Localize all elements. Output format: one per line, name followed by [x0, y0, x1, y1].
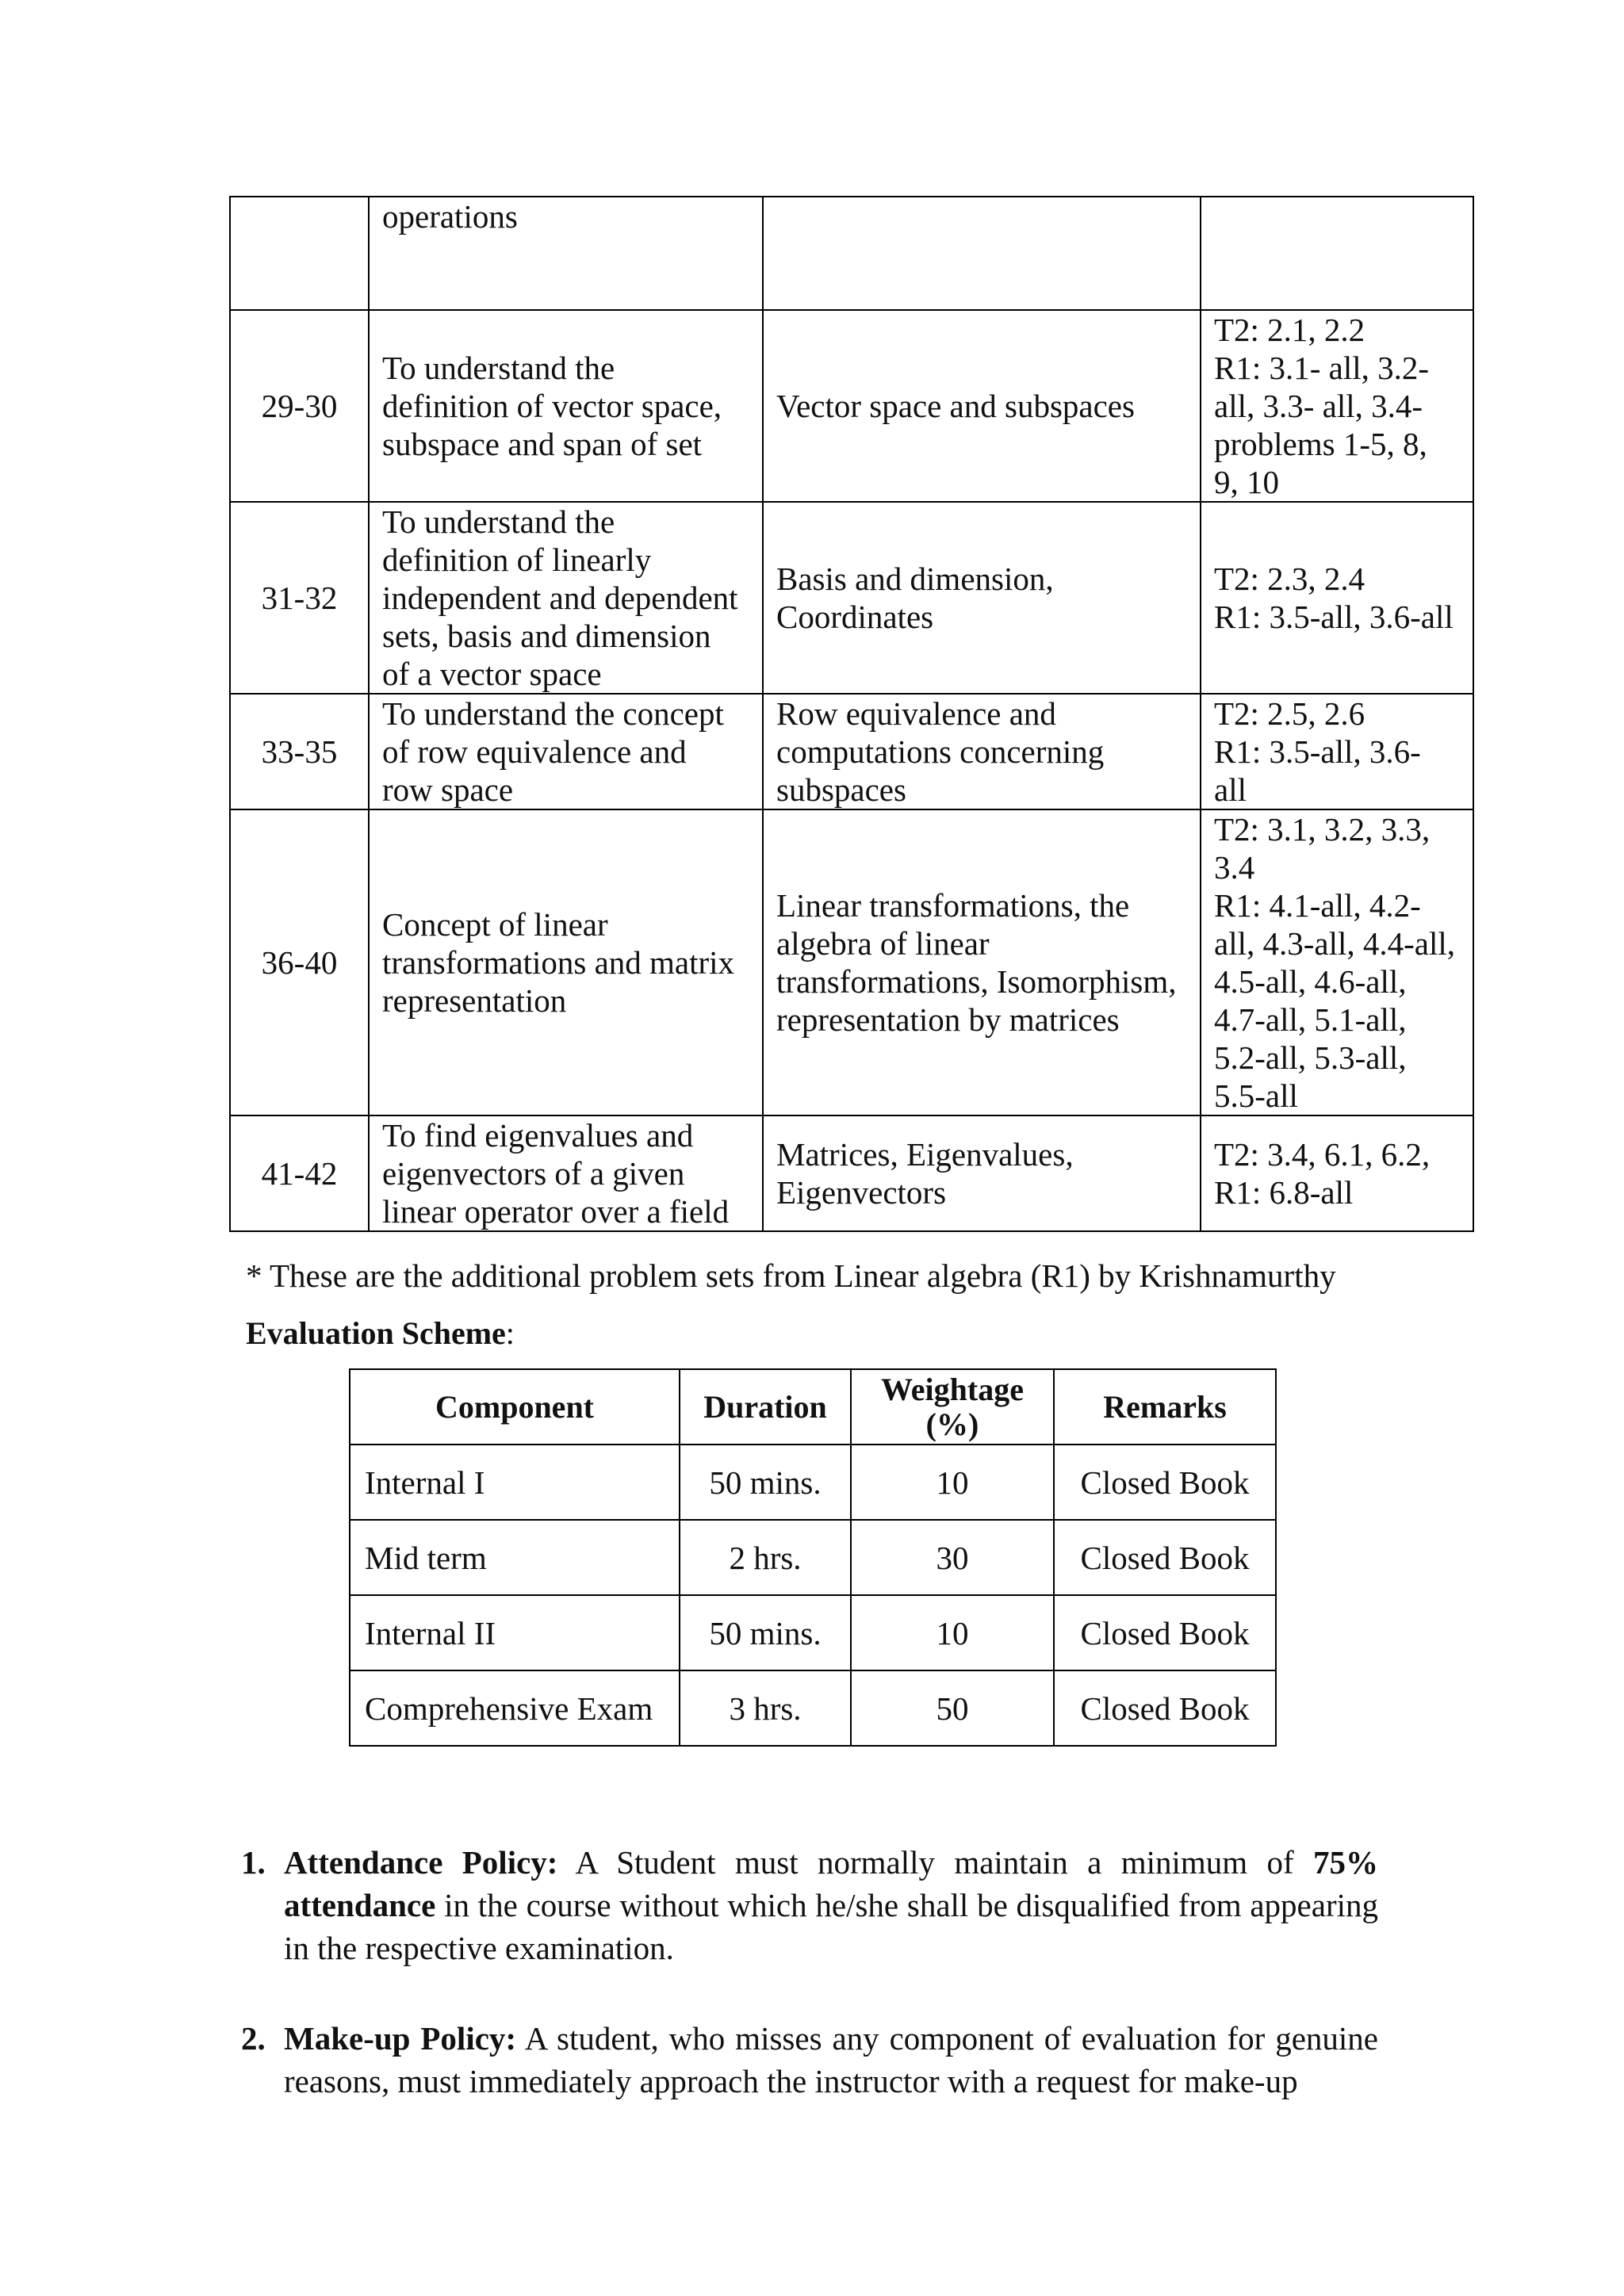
cell-topic-line: Coordinates	[776, 599, 934, 635]
cell-reference	[1201, 197, 1473, 310]
cell-reference-line: all	[1214, 771, 1247, 808]
cell-reference-line: 4.5-all, 4.6-all,	[1214, 963, 1407, 1000]
cell-reference	[1201, 694, 1473, 809]
cell-reference-line: T2: 2.1, 2.2	[1214, 312, 1365, 348]
cell-reference-line: problems 1-5, 8,	[1214, 426, 1427, 462]
cell-reference-line: T2: 2.3, 2.4	[1214, 561, 1365, 597]
cell-lectures: 31-32	[230, 502, 369, 694]
cell-objective-line: row space	[382, 771, 514, 808]
evaluation-row	[350, 1595, 1276, 1670]
cell-objective-line: Concept of linear	[382, 906, 608, 943]
cell-weightage: 30	[851, 1520, 1054, 1595]
cell-reference-line: 4.7-all, 5.1-all,	[1214, 1001, 1407, 1038]
cell-objective-line: To find eigenvalues and	[382, 1117, 694, 1154]
evaluation-header-row	[350, 1369, 1276, 1445]
cell-topic	[763, 694, 1201, 809]
cell-duration: 2 hrs.	[680, 1520, 851, 1595]
cell-topic	[763, 197, 1201, 310]
cell-reference-line: R1: 6.8-all	[1214, 1174, 1354, 1211]
cell-objective	[369, 809, 763, 1115]
plan-row	[230, 197, 1473, 310]
evaluation-row	[350, 1670, 1276, 1746]
cell-objective-line: linear operator over a field	[382, 1193, 730, 1230]
cell-component: Internal I	[350, 1445, 680, 1520]
cell-topic-line: subspaces	[776, 771, 906, 808]
cell-topic	[763, 310, 1201, 502]
header-weightage	[851, 1369, 1054, 1445]
cell-topic-line: representation by matrices	[776, 1001, 1120, 1038]
cell-objective	[369, 1115, 763, 1231]
makeup-policy-text: A student, who misses any component of evaluation for genuine reasons, must immediately approach the instructor with a request for make-up	[284, 2020, 1378, 2099]
cell-objective-line: of row equivalence and	[382, 733, 687, 770]
cell-reference-line: all, 3.3- all, 3.4-	[1214, 388, 1423, 424]
cell-topic	[763, 809, 1201, 1115]
cell-reference	[1201, 310, 1473, 502]
plan-row	[230, 1115, 1473, 1231]
footnote: * These are the additional problem sets from Linear algebra (R1) by Krishnamurthy	[246, 1257, 1336, 1294]
cell-topic-line: transformations, Isomorphism,	[776, 963, 1177, 1000]
cell-topic	[763, 502, 1201, 694]
evaluation-row	[350, 1520, 1276, 1595]
cell-reference-line: R1: 3.1- all, 3.2-	[1214, 350, 1430, 386]
attendance-policy-title: Attendance Policy:	[284, 1844, 558, 1881]
cell-topic-line: algebra of linear	[776, 925, 990, 962]
cell-weightage: 10	[851, 1595, 1054, 1670]
cell-reference	[1201, 502, 1473, 694]
cell-reference-line: 5.2-all, 5.3-all,	[1214, 1039, 1407, 1076]
evaluation-heading-label: Evaluation Scheme	[246, 1315, 506, 1351]
cell-lectures: 29-30	[230, 310, 369, 502]
cell-objective-line: To understand the	[382, 503, 615, 540]
makeup-policy-number: 2.	[241, 2020, 266, 2057]
cell-component: Internal II	[350, 1595, 680, 1670]
plan-row	[230, 694, 1473, 809]
header-duration: Duration	[680, 1369, 851, 1445]
cell-lectures: 36-40	[230, 809, 369, 1115]
cell-reference	[1201, 1115, 1473, 1231]
header-component: Component	[350, 1369, 680, 1445]
cell-objective	[369, 310, 763, 502]
cell-component: Comprehensive Exam	[350, 1670, 680, 1746]
cell-remarks: Closed Book	[1054, 1670, 1276, 1746]
attendance-policy-highlight: 75% attendance	[284, 1844, 1378, 1923]
plan-row	[230, 502, 1473, 694]
cell-topic-line: Vector space and subspaces	[776, 388, 1135, 424]
plan-row	[230, 310, 1473, 502]
cell-remarks: Closed Book	[1054, 1520, 1276, 1595]
cell-objective	[369, 197, 763, 310]
cell-lectures	[230, 197, 369, 310]
cell-lectures: 41-42	[230, 1115, 369, 1231]
cell-objective-line: To understand the	[382, 350, 615, 386]
cell-objective-line: eigenvectors of a given	[382, 1155, 685, 1192]
cell-objective-line: operations	[382, 198, 518, 235]
cell-objective-line: definition of vector space,	[382, 388, 722, 424]
cell-reference-line: T2: 3.1, 3.2, 3.3,	[1214, 811, 1431, 848]
makeup-policy	[241, 2017, 1378, 2103]
attendance-policy-text: A Student must normally maintain a minimum of	[557, 1844, 1313, 1881]
cell-topic	[763, 1115, 1201, 1231]
evaluation-row	[350, 1445, 1276, 1520]
cell-objective-line: independent and dependent	[382, 580, 738, 616]
cell-reference-line: T2: 2.5, 2.6	[1214, 695, 1365, 732]
plan-row	[230, 809, 1473, 1115]
cell-reference-line: all, 4.3-all, 4.4-all,	[1214, 925, 1455, 962]
cell-topic-line: Linear transformations, the	[776, 887, 1130, 924]
cell-reference-line: R1: 3.5-all, 3.6-	[1214, 733, 1421, 770]
cell-objective	[369, 694, 763, 809]
cell-duration: 3 hrs.	[680, 1670, 851, 1746]
cell-weightage: 10	[851, 1445, 1054, 1520]
attendance-policy-text-end: in the course without which he/she shall be disqualified from appearing in the respective examination.	[284, 1887, 1378, 1966]
cell-reference	[1201, 809, 1473, 1115]
cell-topic-line: Row equivalence and	[776, 695, 1056, 732]
cell-objective-line: representation	[382, 982, 567, 1019]
attendance-policy-number: 1.	[241, 1844, 266, 1881]
cell-duration: 50 mins.	[680, 1595, 851, 1670]
cell-objective-line: To understand the concept	[382, 695, 724, 732]
cell-duration: 50 mins.	[680, 1445, 851, 1520]
evaluation-table	[349, 1368, 1277, 1747]
lecture-plan-table	[229, 196, 1474, 1232]
cell-reference-line: T2: 3.4, 6.1, 6.2,	[1214, 1136, 1431, 1173]
attendance-policy	[241, 1841, 1378, 1969]
cell-reference-line: 5.5-all	[1214, 1077, 1298, 1114]
makeup-policy-title: Make-up Policy:	[284, 2020, 517, 2057]
cell-objective-line: definition of linearly	[382, 541, 652, 578]
header-remarks: Remarks	[1054, 1369, 1276, 1445]
cell-topic-line: Matrices, Eigenvalues,	[776, 1136, 1074, 1173]
cell-topic-line: computations concerning	[776, 733, 1105, 770]
cell-remarks: Closed Book	[1054, 1595, 1276, 1670]
cell-topic-line: Eigenvectors	[776, 1174, 947, 1211]
cell-objective-line: transformations and matrix	[382, 944, 735, 981]
cell-topic-line: Basis and dimension,	[776, 561, 1054, 597]
cell-reference-line: R1: 4.1-all, 4.2-	[1214, 887, 1421, 924]
evaluation-heading-colon: :	[505, 1315, 515, 1351]
cell-objective-line: sets, basis and dimension	[382, 618, 711, 654]
cell-weightage: 50	[851, 1670, 1054, 1746]
cell-remarks: Closed Book	[1054, 1445, 1276, 1520]
cell-reference-line: R1: 3.5-all, 3.6-all	[1214, 599, 1454, 635]
header-weightage-line1: Weightage	[881, 1371, 1024, 1407]
cell-objective-line: of a vector space	[382, 656, 602, 692]
cell-component: Mid term	[350, 1520, 680, 1595]
evaluation-heading	[246, 1314, 515, 1353]
header-weightage-line2: (%)	[925, 1406, 979, 1442]
cell-objective	[369, 502, 763, 694]
cell-reference-line: 3.4	[1214, 849, 1255, 886]
cell-objective-line: subspace and span of set	[382, 426, 703, 462]
cell-lectures: 33-35	[230, 694, 369, 809]
cell-reference-line: 9, 10	[1214, 464, 1279, 500]
